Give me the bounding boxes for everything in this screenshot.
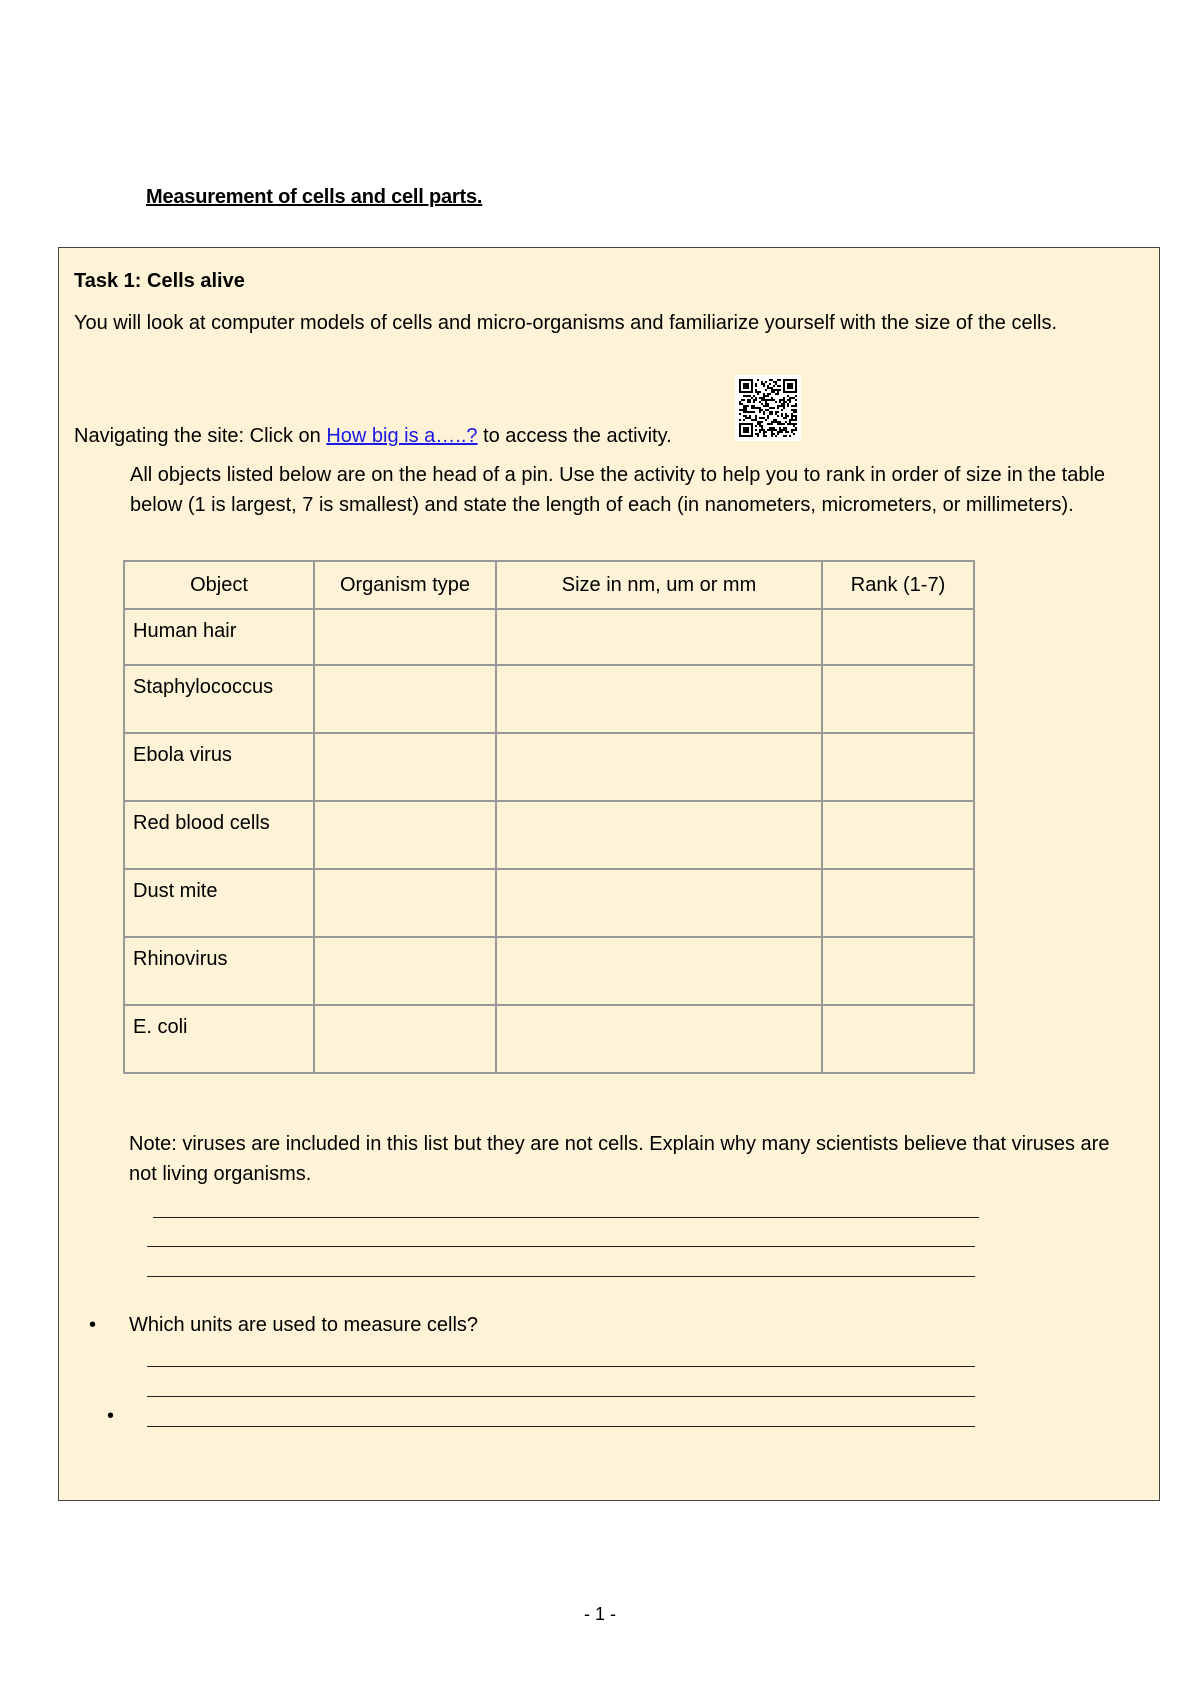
answer-line[interactable] (153, 1217, 979, 1218)
page-number: - 1 - (583, 1604, 616, 1624)
object-table (123, 560, 975, 1074)
organism-type-cell[interactable] (314, 665, 496, 733)
nav-prefix: Navigating the site: Click on (74, 425, 327, 447)
object-cell: Staphylococcus (124, 665, 314, 733)
size-cell[interactable] (496, 609, 822, 665)
navigation-instruction (74, 422, 672, 450)
task-intro: You will look at computer models of cells and micro-organisms and familiarize yourself with the size of the cells. (74, 312, 1058, 334)
table-row (124, 733, 974, 801)
units-question: Which units are used to measure cells? (129, 1314, 479, 1336)
size-cell[interactable] (496, 665, 822, 733)
object-cell: Red blood cells (124, 801, 314, 869)
organism-type-cell[interactable] (314, 1005, 496, 1073)
document-title: Measurement of cells and cell parts. (146, 186, 483, 208)
rank-cell[interactable] (822, 801, 974, 869)
bullet-point: • (107, 1405, 115, 1427)
table-header-row (124, 561, 974, 609)
organism-type-cell[interactable] (314, 733, 496, 801)
size-cell[interactable] (496, 801, 822, 869)
object-cell: Human hair (124, 609, 314, 665)
task-heading: Task 1: Cells alive (74, 270, 245, 292)
answer-line[interactable] (147, 1246, 975, 1247)
object-cell: E. coli (124, 1005, 314, 1073)
rank-cell[interactable] (822, 665, 974, 733)
rank-cell[interactable] (822, 733, 974, 801)
virus-note: Note: viruses are included in this list but they are not cells. Explain why many scientists believe that viruses are not living organisms. (129, 1133, 1110, 1185)
organism-type-cell[interactable] (314, 869, 496, 937)
task-box (58, 247, 1160, 1501)
table-row (124, 1005, 974, 1073)
answer-line[interactable] (147, 1396, 975, 1397)
object-cell: Ebola virus (124, 733, 314, 801)
answer-line[interactable] (147, 1426, 975, 1427)
qr-code-icon (735, 375, 801, 441)
table-row (124, 609, 974, 665)
answer-line[interactable] (147, 1276, 975, 1277)
header-rank: Rank (1-7) (822, 561, 974, 609)
header-object: Object (124, 561, 314, 609)
header-size: Size in nm, um or mm (496, 561, 822, 609)
answer-line[interactable] (147, 1366, 975, 1367)
size-cell[interactable] (496, 937, 822, 1005)
size-cell[interactable] (496, 869, 822, 937)
organism-type-cell[interactable] (314, 609, 496, 665)
organism-type-cell[interactable] (314, 801, 496, 869)
rank-cell[interactable] (822, 869, 974, 937)
organism-type-cell[interactable] (314, 937, 496, 1005)
header-organism-type: Organism type (314, 561, 496, 609)
how-big-link[interactable]: How big is a…..? (326, 425, 478, 447)
instructions: All objects listed below are on the head of a pin. Use the activity to help you to rank in order of size in the table below (1 is largest, 7 is smallest) and state the length of each (in nanometers, micrometers, or millimeters). (130, 464, 1106, 516)
table-row (124, 869, 974, 937)
rank-cell[interactable] (822, 937, 974, 1005)
table-row (124, 801, 974, 869)
object-cell: Dust mite (124, 869, 314, 937)
size-cell[interactable] (496, 733, 822, 801)
table-row (124, 665, 974, 733)
nav-suffix: to access the activity. (477, 425, 672, 447)
object-cell: Rhinovirus (124, 937, 314, 1005)
table-row (124, 937, 974, 1005)
bullet-point: • (89, 1314, 97, 1336)
size-cell[interactable] (496, 1005, 822, 1073)
rank-cell[interactable] (822, 609, 974, 665)
rank-cell[interactable] (822, 1005, 974, 1073)
